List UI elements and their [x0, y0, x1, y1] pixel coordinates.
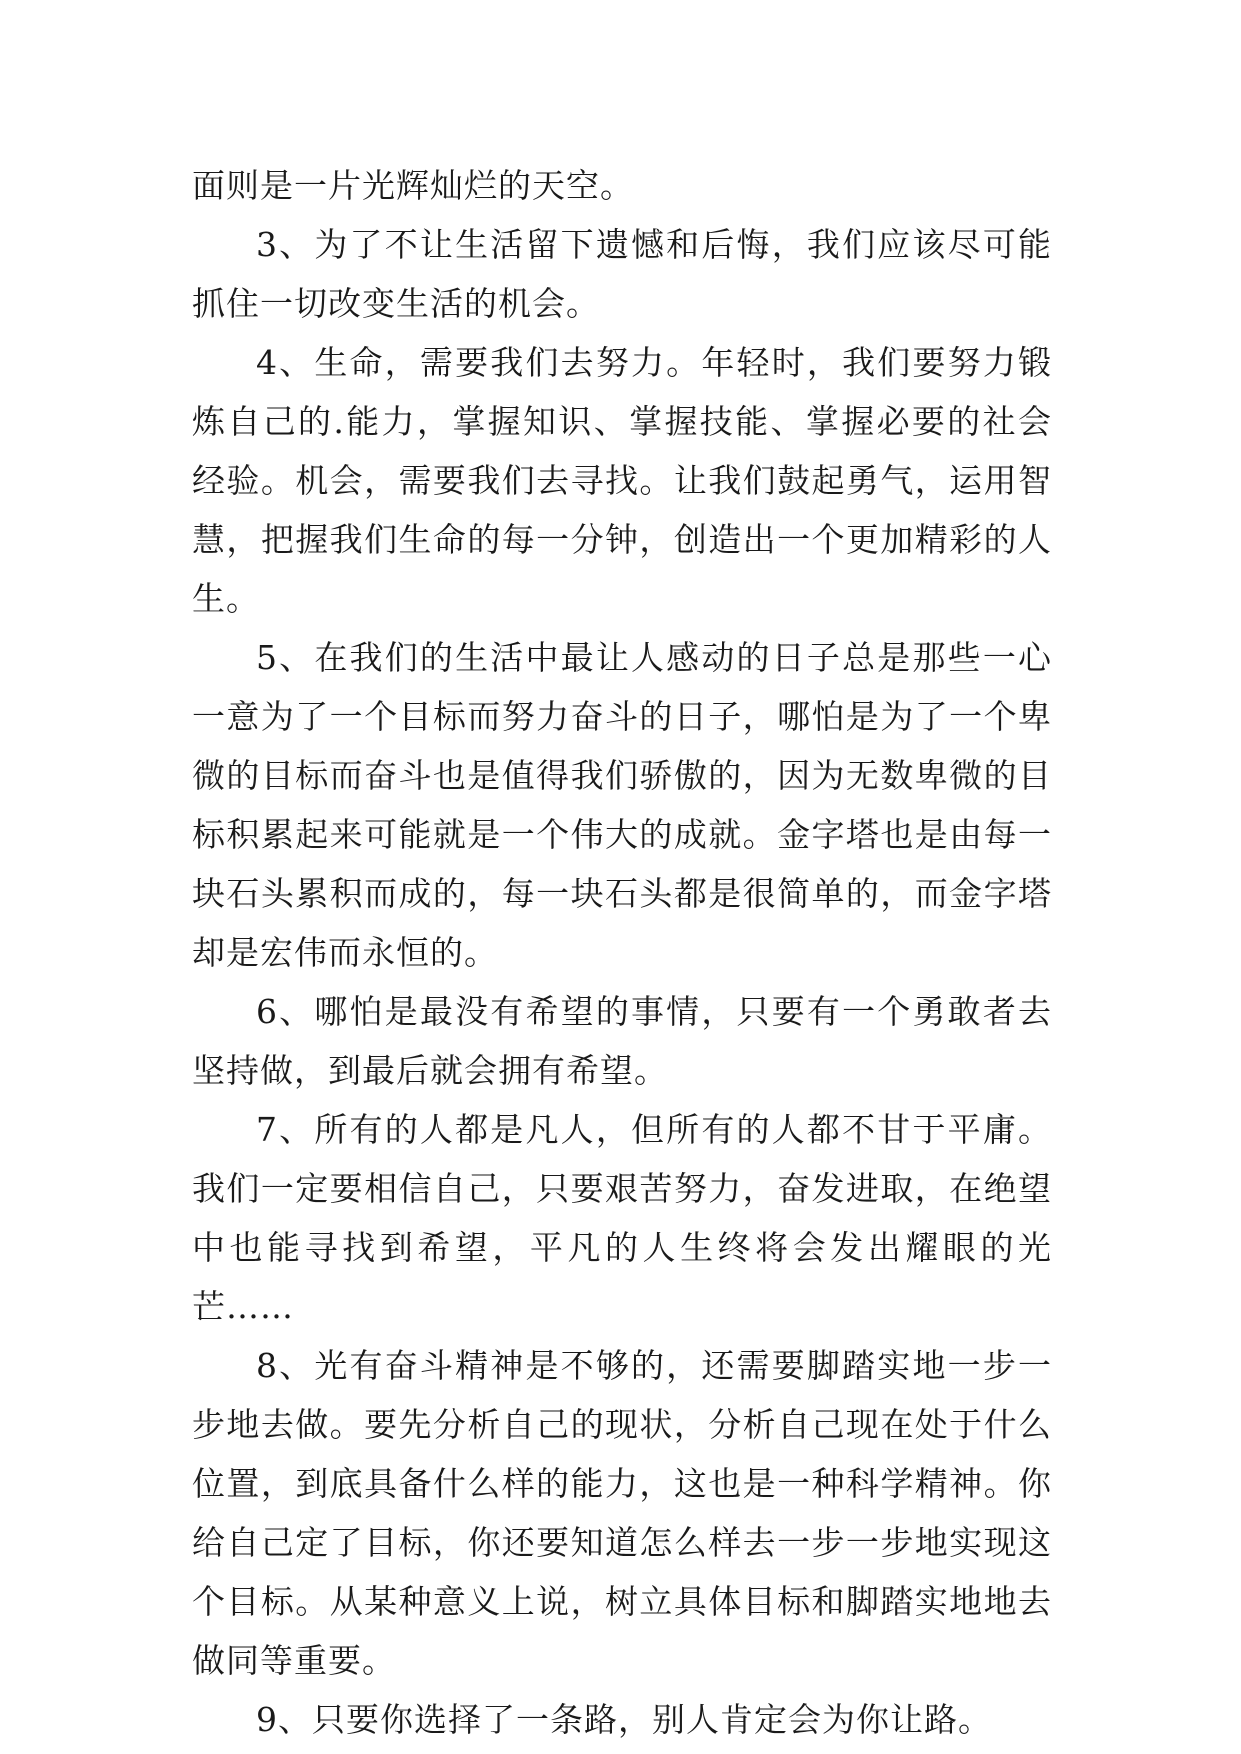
paragraph-continuation: 面则是一片光辉灿烂的天空。: [192, 166, 634, 205]
paragraph-item-8: 8、光有奋斗精神是不够的，还需要脚踏实地一步一步地去做。要先分析自己的现状，分析自己现在处于什么位置，到底具备什么样的能力，这也是一种科学精神。你给自己定了目标，你还要知道怎么样去一步一步地实现这个目标。从某种意义上说，树立具体目标和脚踏实地地去做同等重要。: [192, 1346, 1052, 1680]
paragraph-item-3: 3、为了不让生活留下遗憾和后悔，我们应该尽可能抓住一切改变生活的机会。: [192, 225, 1052, 323]
paragraph-item-7: 7、所有的人都是凡人，但所有的人都不甘于平庸。我们一定要相信自己，只要艰苦努力，奋发进取，在绝望中也能寻找到希望，平凡的人生终将会发出耀眼的光芒……: [192, 1110, 1052, 1326]
body-text: [192, 156, 1052, 1749]
paragraph-item-4: 4、生命，需要我们去努力。年轻时，我们要努力锻炼自己的.能力，掌握知识、掌握技能、掌握必要的社会经验。机会，需要我们去寻找。让我们鼓起勇气，运用智慧，把握我们生命的每一分钟，创造出一个更加精彩的人生。: [192, 343, 1052, 618]
paragraph-item-6: 6、哪怕是最没有希望的事情，只要有一个勇敢者去坚持做，到最后就会拥有希望。: [192, 992, 1052, 1090]
paragraph-item-5: 5、在我们的生活中最让人感动的日子总是那些一心一意为了一个目标而努力奋斗的日子，哪怕是为了一个卑微的目标而奋斗也是值得我们骄傲的，因为无数卑微的目标积累起来可能就是一个伟大的成就。金字塔也是由每一块石头累积而成的，每一块石头都是很简单的，而金字塔却是宏伟而永恒的。: [192, 638, 1052, 972]
paragraph-item-9: 9、只要你选择了一条路，别人肯定会为你让路。: [256, 1700, 992, 1739]
